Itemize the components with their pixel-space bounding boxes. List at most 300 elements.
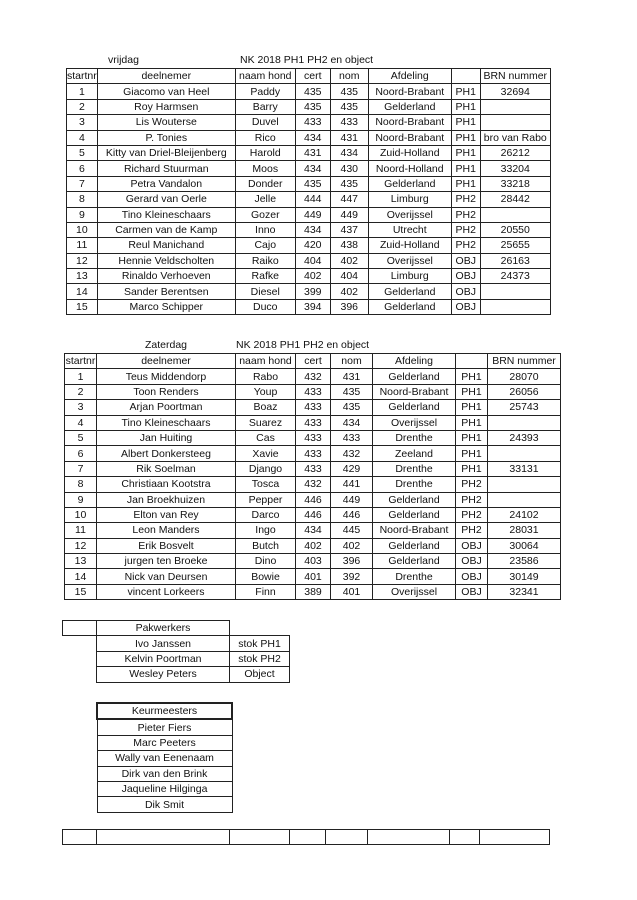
brn-cell: 30149 [488, 569, 561, 584]
startnr-cell: 6 [67, 161, 98, 176]
class-cell: PH1 [451, 145, 480, 160]
nom-cell: 435 [330, 84, 368, 99]
cert-cell: 389 [296, 584, 331, 599]
pakwerker-role: stok PH1 [230, 636, 290, 651]
class-cell: PH1 [456, 461, 488, 476]
startnr-cell: 13 [65, 554, 97, 569]
class-cell: OBJ [456, 554, 488, 569]
dog-name-cell: Barry [235, 99, 295, 114]
dog-name-cell: Duco [235, 299, 295, 314]
table-row [67, 176, 551, 191]
dog-name-cell: Suarez [236, 415, 296, 430]
footer-empty-row-wrapper [62, 829, 550, 845]
brn-cell: 28070 [488, 369, 561, 384]
column-header: cert [295, 69, 330, 84]
participant-cell: Tino Kleineschaars [97, 415, 236, 430]
keurmeester-name: Dik Smit [97, 797, 232, 812]
nom-cell: 396 [331, 554, 373, 569]
cert-cell: 433 [296, 400, 331, 415]
cert-cell: 433 [296, 430, 331, 445]
startnr-cell: 2 [67, 99, 98, 114]
brn-cell [480, 115, 550, 130]
class-cell: PH2 [451, 222, 480, 237]
table-row [65, 523, 561, 538]
department-cell: Gelderland [373, 400, 456, 415]
participant-cell: Reul Manichand [97, 238, 235, 253]
cert-cell: 394 [295, 299, 330, 314]
participant-cell: Roy Harmsen [97, 99, 235, 114]
participant-cell: Petra Vandalon [97, 176, 235, 191]
startnr-cell: 3 [65, 400, 97, 415]
dog-name-cell: Youp [236, 384, 296, 399]
brn-cell: 20550 [480, 222, 550, 237]
startnr-cell: 11 [67, 238, 98, 253]
dog-name-cell: Finn [236, 584, 296, 599]
startnr-cell: 4 [67, 130, 98, 145]
participant-cell: Leon Manders [97, 523, 236, 538]
participant-cell: Nick van Deursen [97, 569, 236, 584]
keurmeester-name: Pieter Fiers [97, 719, 232, 735]
friday-header-row [67, 69, 551, 84]
department-cell: Drenthe [373, 477, 456, 492]
nom-cell: 401 [331, 584, 373, 599]
department-cell: Drenthe [373, 461, 456, 476]
brn-cell: 26056 [488, 384, 561, 399]
department-cell: Gelderland [368, 176, 451, 191]
pakwerkers-gutter [63, 667, 97, 682]
brn-cell [480, 207, 550, 222]
department-cell: Overijssel [368, 253, 451, 268]
department-cell: Overijssel [373, 415, 456, 430]
keurmeester-name: Wally van Eenenaam [97, 751, 232, 766]
department-cell: Gelderland [373, 507, 456, 522]
brn-cell: 32341 [488, 584, 561, 599]
table-row [67, 130, 551, 145]
column-header [456, 354, 488, 369]
participant-cell: Toon Renders [97, 384, 236, 399]
participant-cell: Arjan Poortman [97, 400, 236, 415]
department-cell: Noord-Brabant [368, 84, 451, 99]
nom-cell: 430 [330, 161, 368, 176]
department-cell: Limburg [368, 269, 451, 284]
cert-cell: 433 [296, 415, 331, 430]
brn-cell: bro van Rabo [480, 130, 550, 145]
empty-cell [63, 830, 97, 845]
brn-cell: 23586 [488, 554, 561, 569]
dog-name-cell: Darco [236, 507, 296, 522]
dog-name-cell: Rafke [235, 269, 295, 284]
table-row [65, 400, 561, 415]
department-cell: Drenthe [373, 430, 456, 445]
department-cell: Noord-Brabant [373, 384, 456, 399]
saturday-table-wrapper [64, 353, 561, 600]
friday-day-label: vrijdag [108, 54, 139, 66]
dog-name-cell: Xavie [236, 446, 296, 461]
keurmeester-name: Marc Peeters [97, 735, 232, 750]
table-row [65, 461, 561, 476]
nom-cell: 433 [330, 115, 368, 130]
class-cell: PH1 [451, 161, 480, 176]
department-cell: Gelderland [368, 299, 451, 314]
saturday-title: NK 2018 PH1 PH2 en object [236, 339, 370, 351]
dog-name-cell: Gozer [235, 207, 295, 222]
column-header: startnr [65, 355, 96, 368]
department-cell: Gelderland [373, 369, 456, 384]
dog-name-cell: Django [236, 461, 296, 476]
column-header: deelnemer [97, 69, 235, 84]
column-header: cert [296, 354, 331, 369]
startnr-cell: 8 [67, 192, 98, 207]
department-cell: Gelderland [373, 538, 456, 553]
table-row [67, 269, 551, 284]
dog-name-cell: Paddy [235, 84, 295, 99]
nom-cell: 437 [330, 222, 368, 237]
dog-name-cell: Tosca [236, 477, 296, 492]
table-row [65, 446, 561, 461]
brn-cell: 28031 [488, 523, 561, 538]
cert-cell: 434 [295, 222, 330, 237]
keurmeester-name: Jaqueline Hilginga [97, 781, 232, 796]
dog-name-cell: Diesel [235, 284, 295, 299]
startnr-cell: 9 [65, 492, 97, 507]
department-cell: Drenthe [373, 569, 456, 584]
class-cell: OBJ [456, 569, 488, 584]
column-header: deelnemer [97, 354, 236, 369]
nom-cell: 429 [331, 461, 373, 476]
cert-cell: 432 [296, 477, 331, 492]
class-cell: PH1 [451, 115, 480, 130]
nom-cell: 432 [331, 446, 373, 461]
startnr-cell: 6 [65, 446, 97, 461]
department-cell: Gelderland [368, 284, 451, 299]
nom-cell: 434 [330, 145, 368, 160]
nom-cell: 402 [330, 253, 368, 268]
pakwerkers-table [62, 620, 290, 683]
table-row [67, 238, 551, 253]
startnr-cell: 10 [67, 222, 98, 237]
table-row [65, 415, 561, 430]
participant-cell: Albert Donkersteeg [97, 446, 236, 461]
friday-title: NK 2018 PH1 PH2 en object [240, 54, 374, 66]
brn-cell [480, 284, 550, 299]
pakwerker-role: stok PH2 [230, 651, 290, 666]
brn-cell: 26163 [480, 253, 550, 268]
department-cell: Utrecht [368, 222, 451, 237]
class-cell: PH1 [451, 130, 480, 145]
class-cell: PH1 [456, 430, 488, 445]
table-row [67, 207, 551, 222]
nom-cell: 402 [331, 538, 373, 553]
brn-cell: 24393 [488, 430, 561, 445]
cert-cell: 444 [295, 192, 330, 207]
class-cell: PH2 [451, 238, 480, 253]
keurmeesters-title: Keurmeesters [97, 703, 232, 719]
nom-cell: 435 [331, 384, 373, 399]
class-cell: PH2 [456, 492, 488, 507]
participant-cell: Marco Schipper [97, 299, 235, 314]
participant-cell: Kitty van Driel-Bleijenberg [97, 145, 235, 160]
empty-cell [97, 830, 230, 845]
class-cell: OBJ [456, 584, 488, 599]
startnr-cell: 9 [67, 207, 98, 222]
brn-cell: 30064 [488, 538, 561, 553]
startnr-cell: 10 [65, 507, 97, 522]
nom-cell: 435 [330, 176, 368, 191]
brn-cell [480, 99, 550, 114]
startnr-cell: 15 [65, 584, 97, 599]
department-cell: Gelderland [373, 492, 456, 507]
participant-cell: Jan Broekhuizen [97, 492, 236, 507]
brn-cell [480, 299, 550, 314]
cert-cell: 433 [296, 461, 331, 476]
participant-cell: Rik Soelman [97, 461, 236, 476]
cert-cell: 432 [296, 369, 331, 384]
table-row [67, 84, 551, 99]
brn-cell: 24373 [480, 269, 550, 284]
startnr-cell: 14 [65, 569, 97, 584]
column-header: nom [330, 69, 368, 84]
nom-cell: 435 [330, 99, 368, 114]
brn-cell: 25655 [480, 238, 550, 253]
cert-cell: 446 [296, 507, 331, 522]
cert-cell: 431 [295, 145, 330, 160]
table-row [67, 115, 551, 130]
pakwerker-name: Kelvin Poortman [97, 651, 230, 666]
nom-cell: 392 [331, 569, 373, 584]
table-row [67, 284, 551, 299]
nom-cell: 404 [330, 269, 368, 284]
nom-cell: 445 [331, 523, 373, 538]
participant-cell: Tino Kleineschaars [97, 207, 235, 222]
table-row [67, 145, 551, 160]
brn-cell: 33204 [480, 161, 550, 176]
department-cell: Zuid-Holland [368, 145, 451, 160]
class-cell: PH1 [451, 99, 480, 114]
brn-cell: 25743 [488, 400, 561, 415]
empty-cell [450, 830, 480, 845]
dog-name-cell: Duvel [235, 115, 295, 130]
startnr-cell: 8 [65, 477, 97, 492]
startnr-cell: 11 [65, 523, 97, 538]
startnr-cell: 1 [67, 84, 98, 99]
dog-name-cell: Cajo [235, 238, 295, 253]
startnr-cell: 1 [65, 369, 97, 384]
dog-name-cell: Butch [236, 538, 296, 553]
class-cell: PH2 [456, 477, 488, 492]
nom-cell: 449 [330, 207, 368, 222]
class-cell: PH1 [456, 384, 488, 399]
cert-cell: 399 [295, 284, 330, 299]
empty-cell [480, 830, 550, 845]
pakwerkers-blank-cell [63, 621, 97, 636]
cert-cell: 402 [296, 538, 331, 553]
startnr-cell: 12 [65, 538, 97, 553]
footer-empty-row [62, 829, 550, 845]
startnr-cell: 3 [67, 115, 98, 130]
participant-cell: jurgen ten Broeke [97, 554, 236, 569]
participant-cell: Christiaan Kootstra [97, 477, 236, 492]
nom-cell: 431 [330, 130, 368, 145]
brn-cell: 32694 [480, 84, 550, 99]
class-cell: PH1 [451, 84, 480, 99]
class-cell: OBJ [456, 538, 488, 553]
class-cell: PH1 [456, 446, 488, 461]
dog-name-cell: Ingo [236, 523, 296, 538]
column-header: startnr [67, 70, 97, 83]
table-row [67, 161, 551, 176]
startnr-cell: 13 [67, 269, 98, 284]
column-header: BRN nummer [488, 354, 561, 369]
column-header: Afdeling [368, 69, 451, 84]
empty-cell [326, 830, 368, 845]
pakwerker-name: Wesley Peters [97, 667, 230, 682]
saturday-day-label: Zaterdag [145, 339, 188, 351]
nom-cell: 396 [330, 299, 368, 314]
class-cell: PH2 [451, 192, 480, 207]
startnr-cell: 5 [67, 145, 98, 160]
nom-cell: 402 [330, 284, 368, 299]
nom-cell: 441 [331, 477, 373, 492]
column-header: naam hond [236, 354, 296, 369]
brn-cell [488, 492, 561, 507]
empty-cell [230, 830, 290, 845]
department-cell: Limburg [368, 192, 451, 207]
participant-cell: Erik Bosvelt [97, 538, 236, 553]
dog-name-cell: Harold [235, 145, 295, 160]
startnr-cell: 7 [65, 461, 97, 476]
class-cell: OBJ [451, 269, 480, 284]
empty-cell [290, 830, 326, 845]
cert-cell: 401 [296, 569, 331, 584]
department-cell: Noord-Brabant [373, 523, 456, 538]
department-cell: Gelderland [368, 99, 451, 114]
startnr-cell: 2 [65, 384, 97, 399]
table-row [67, 192, 551, 207]
participant-cell: vincent Lorkeers [97, 584, 236, 599]
participant-cell: Teus Middendorp [97, 369, 236, 384]
participant-cell: Elton van Rey [97, 507, 236, 522]
cert-cell: 403 [296, 554, 331, 569]
pakwerkers-gutter [63, 651, 97, 666]
cert-cell: 434 [295, 130, 330, 145]
nom-cell: 446 [331, 507, 373, 522]
saturday-table [64, 353, 561, 600]
brn-cell: 33131 [488, 461, 561, 476]
keurmeester-name: Dirk van den Brink [97, 766, 232, 781]
dog-name-cell: Bowie [236, 569, 296, 584]
column-header [451, 69, 480, 84]
startnr-cell: 7 [67, 176, 98, 191]
keurmeesters-table-wrapper [96, 702, 233, 813]
pakwerker-name: Ivo Janssen [97, 636, 230, 651]
class-cell: PH1 [456, 369, 488, 384]
cert-cell: 433 [296, 384, 331, 399]
class-cell: PH2 [456, 507, 488, 522]
pakwerkers-table-wrapper [62, 620, 290, 683]
dog-name-cell: Rabo [236, 369, 296, 384]
dog-name-cell: Raiko [235, 253, 295, 268]
department-cell: Overijssel [368, 207, 451, 222]
friday-table [66, 68, 551, 315]
cert-cell: 402 [295, 269, 330, 284]
brn-cell [488, 446, 561, 461]
table-row [65, 507, 561, 522]
cert-cell: 420 [295, 238, 330, 253]
column-header: naam hond [235, 69, 295, 84]
pakwerkers-empty-cell [230, 621, 290, 636]
class-cell: OBJ [451, 284, 480, 299]
nom-cell: 449 [331, 492, 373, 507]
column-header: BRN nummer [480, 69, 550, 84]
participant-cell: Hennie Veldscholten [97, 253, 235, 268]
table-row [65, 538, 561, 553]
table-row [65, 477, 561, 492]
department-cell: Zeeland [373, 446, 456, 461]
dog-name-cell: Dino [236, 554, 296, 569]
dog-name-cell: Donder [235, 176, 295, 191]
cert-cell: 435 [295, 176, 330, 191]
column-header: Afdeling [373, 354, 456, 369]
startnr-cell: 5 [65, 430, 97, 445]
column-header: nom [331, 354, 373, 369]
department-cell: Overijssel [373, 584, 456, 599]
pakwerkers-gutter [63, 636, 97, 651]
brn-cell [488, 477, 561, 492]
class-cell: OBJ [451, 299, 480, 314]
table-row [65, 384, 561, 399]
participant-cell: Sander Berentsen [97, 284, 235, 299]
table-row [67, 299, 551, 314]
cert-cell: 434 [296, 523, 331, 538]
class-cell: OBJ [451, 253, 480, 268]
brn-cell: 33218 [480, 176, 550, 191]
class-cell: PH2 [451, 207, 480, 222]
friday-table-wrapper [66, 68, 551, 315]
brn-cell: 28442 [480, 192, 550, 207]
class-cell: PH1 [456, 400, 488, 415]
department-cell: Gelderland [373, 554, 456, 569]
participant-cell: Rinaldo Verhoeven [97, 269, 235, 284]
startnr-cell: 15 [67, 299, 98, 314]
pakwerker-role: Object [230, 667, 290, 682]
table-row [65, 369, 561, 384]
startnr-cell: 14 [67, 284, 98, 299]
department-cell: Noord-Brabant [368, 115, 451, 130]
dog-name-cell: Moos [235, 161, 295, 176]
pakwerkers-title: Pakwerkers [97, 621, 230, 636]
dog-name-cell: Rico [235, 130, 295, 145]
participant-cell: Giacomo van Heel [97, 84, 235, 99]
participant-cell: Lis Wouterse [97, 115, 235, 130]
dog-name-cell: Pepper [236, 492, 296, 507]
table-row [65, 584, 561, 599]
dog-name-cell: Inno [235, 222, 295, 237]
cert-cell: 434 [295, 161, 330, 176]
nom-cell: 435 [331, 400, 373, 415]
dog-name-cell: Cas [236, 430, 296, 445]
startnr-cell: 4 [65, 415, 97, 430]
cert-cell: 435 [295, 99, 330, 114]
table-row [65, 554, 561, 569]
class-cell: PH2 [456, 523, 488, 538]
participant-cell: Richard Stuurman [97, 161, 235, 176]
empty-cell [368, 830, 450, 845]
saturday-header-row [65, 354, 561, 369]
brn-cell [488, 415, 561, 430]
participant-cell: P. Tonies [97, 130, 235, 145]
class-cell: PH1 [456, 415, 488, 430]
table-row [67, 222, 551, 237]
